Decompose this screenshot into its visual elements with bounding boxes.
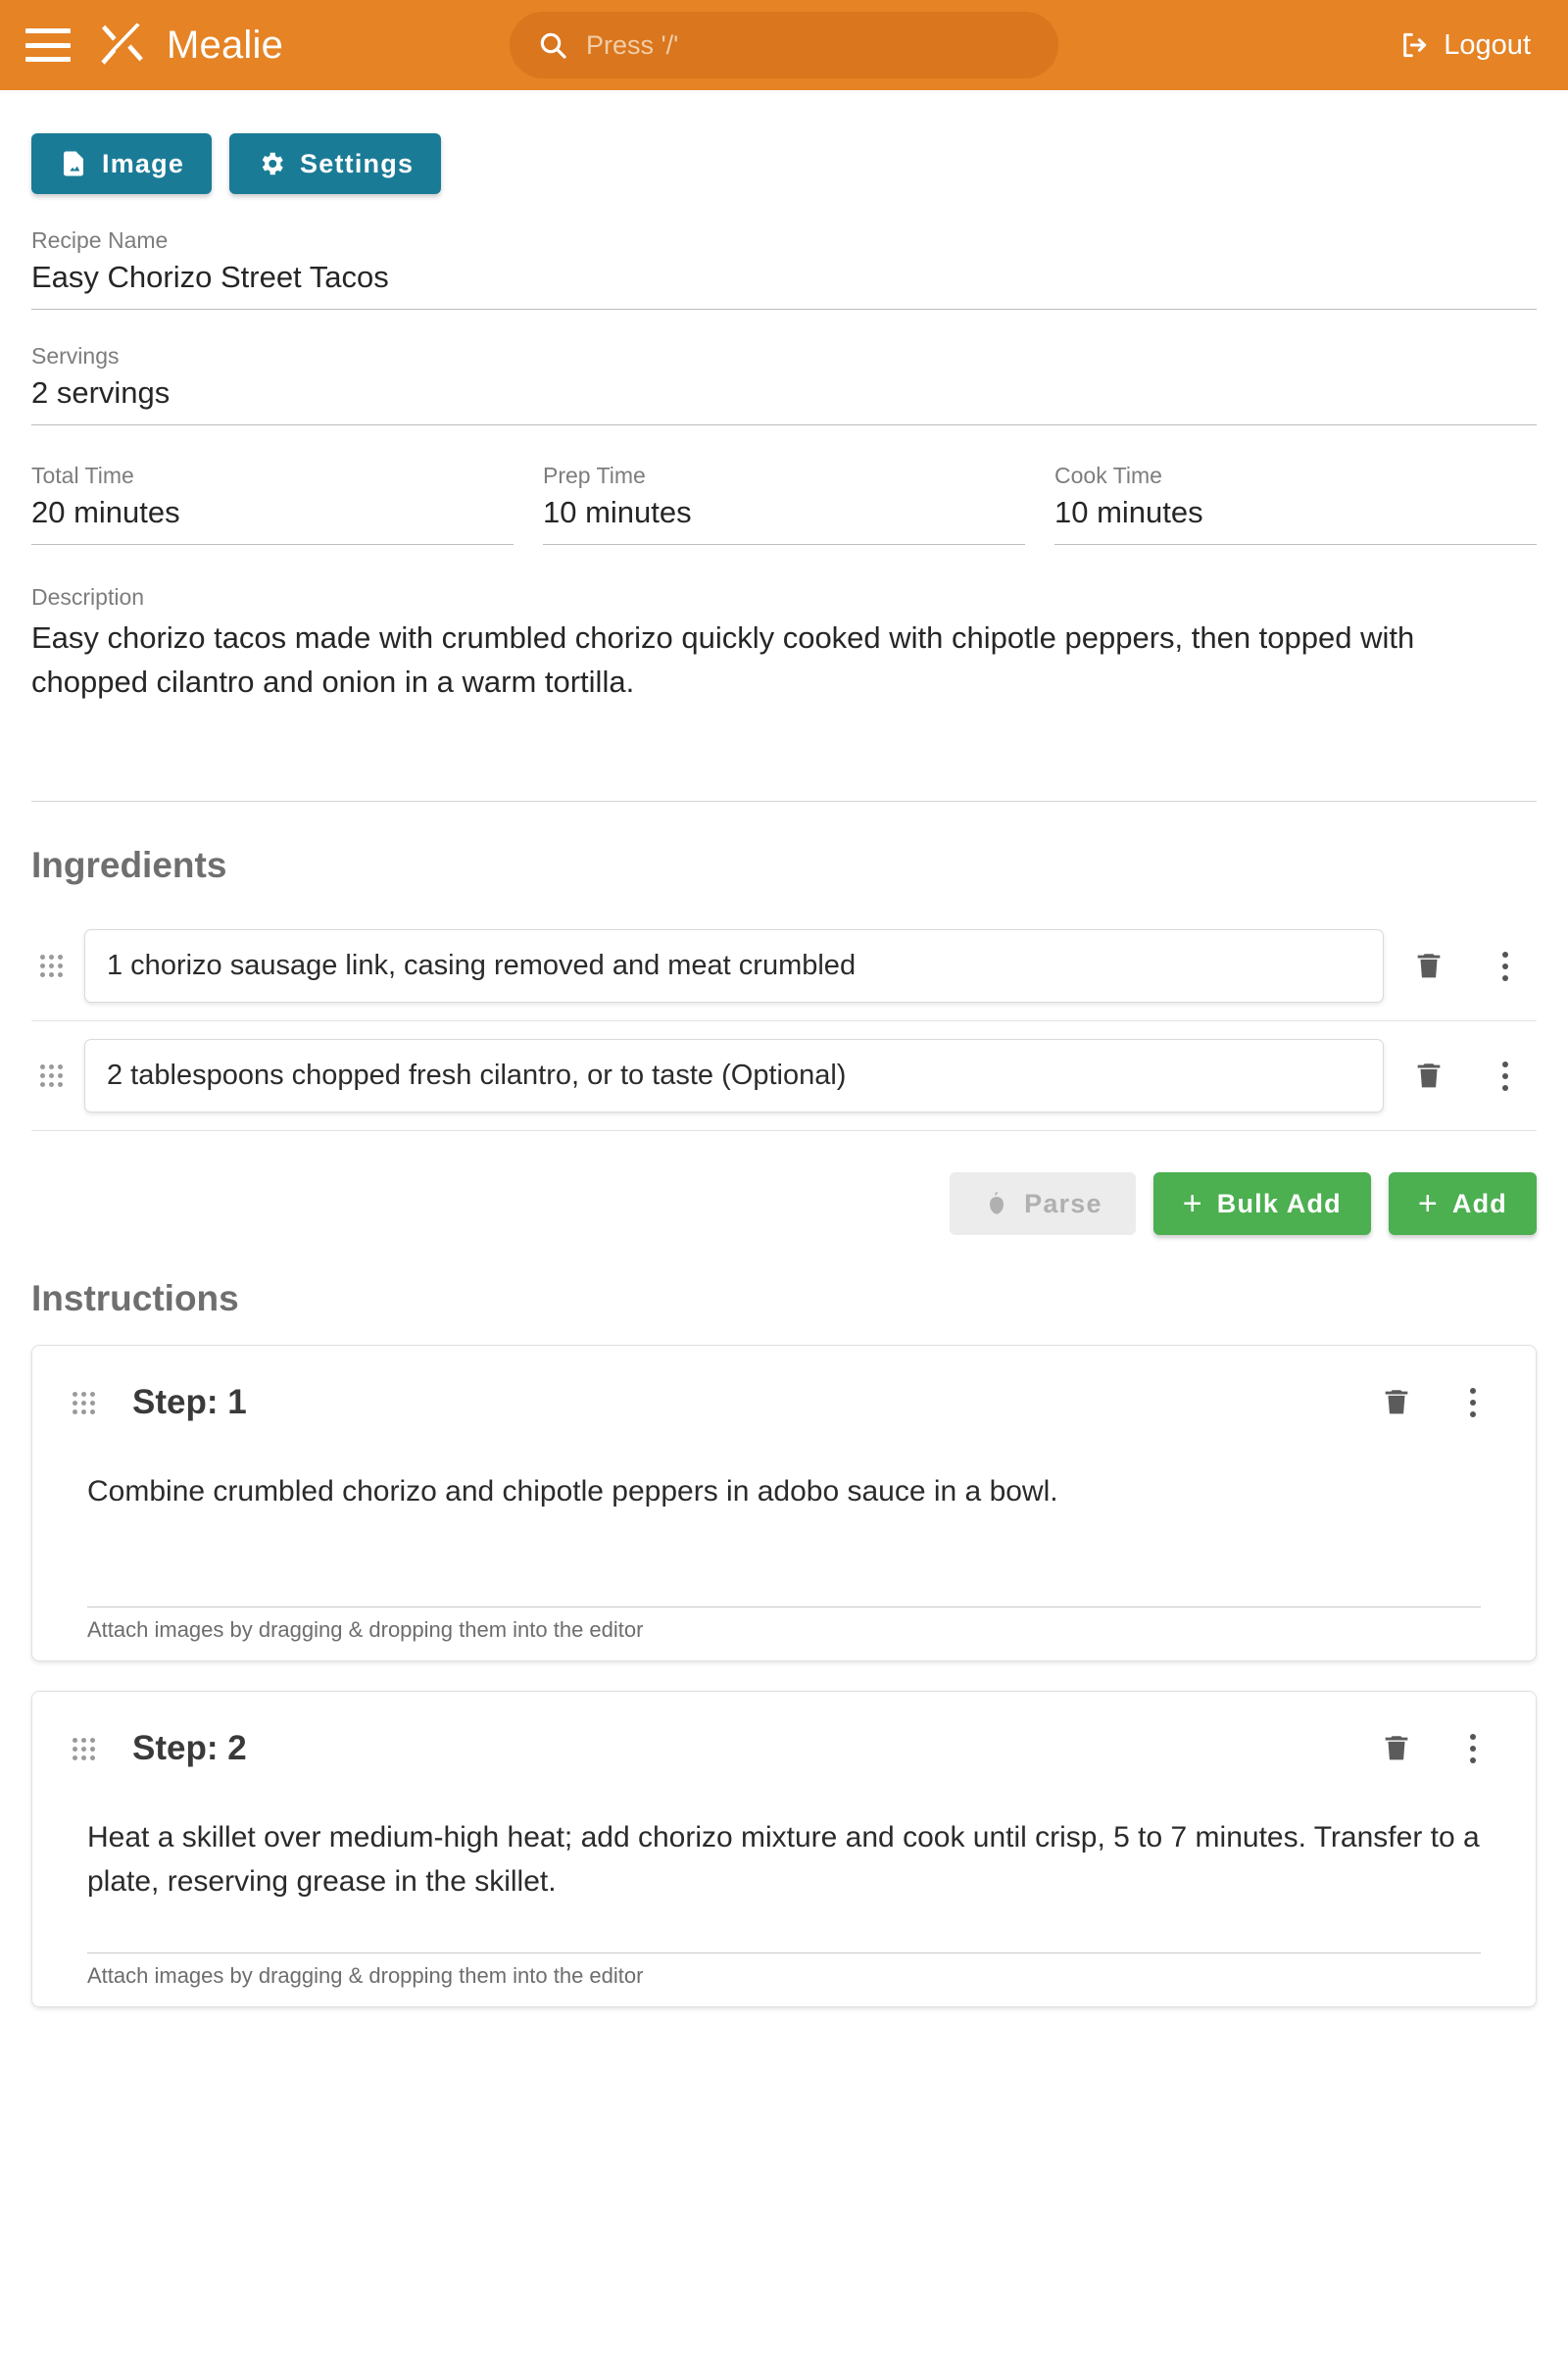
- search-input[interactable]: [510, 12, 1058, 78]
- settings-button-label: Settings: [300, 148, 415, 178]
- ingredient-actions: [31, 1172, 1537, 1235]
- brand-name: Mealie: [167, 23, 284, 67]
- cook-time-field[interactable]: [1054, 463, 1537, 545]
- step-menu-icon[interactable]: [1442, 1371, 1504, 1434]
- step-attach-hint: Attach images by dragging & dropping them into the editor: [87, 1952, 1481, 1989]
- ingredient-menu-icon[interactable]: [1474, 935, 1537, 998]
- divider: [31, 801, 1537, 802]
- total-time-input[interactable]: 20 minutes: [31, 495, 514, 545]
- recipe-name-input[interactable]: Easy Chorizo Street Tacos: [31, 260, 1537, 310]
- recipe-name-label: Recipe Name: [31, 227, 169, 253]
- instruction-step-card: [31, 1345, 1537, 1661]
- ingredient-input[interactable]: 2 tablespoons chopped fresh cilantro, or to taste (Optional): [84, 1039, 1384, 1112]
- description-field[interactable]: [31, 584, 1537, 802]
- cook-time-input[interactable]: 10 minutes: [1054, 495, 1537, 545]
- logout-button[interactable]: [1398, 29, 1543, 62]
- logout-icon: [1398, 29, 1430, 61]
- food-apple-icon: [983, 1190, 1010, 1217]
- plus-icon: +: [1182, 1185, 1203, 1222]
- editor-toolbar: [31, 90, 1537, 194]
- plus-icon: +: [1417, 1185, 1439, 1222]
- recipe-name-field[interactable]: [31, 227, 1537, 310]
- servings-label: Servings: [31, 343, 120, 369]
- description-label: Description: [31, 584, 145, 610]
- parse-label: Parse: [1024, 1188, 1102, 1218]
- image-file-icon: [59, 149, 88, 178]
- settings-button[interactable]: [229, 133, 441, 194]
- logout-label: Logout: [1444, 28, 1531, 61]
- prep-time-field[interactable]: [543, 463, 1025, 545]
- delete-icon[interactable]: [1365, 1371, 1428, 1434]
- total-time-label: Total Time: [31, 463, 134, 488]
- servings-field[interactable]: [31, 343, 1537, 425]
- drag-handle-icon[interactable]: [64, 1738, 103, 1760]
- image-button[interactable]: [31, 133, 212, 194]
- step-menu-icon[interactable]: [1442, 1717, 1504, 1780]
- image-button-label: Image: [102, 148, 185, 178]
- drag-handle-icon[interactable]: [64, 1392, 103, 1414]
- drag-handle-icon[interactable]: [31, 1064, 71, 1087]
- step-title: Step: 2: [132, 1729, 247, 1767]
- drag-handle-icon[interactable]: [31, 955, 71, 977]
- add-label: Add: [1451, 1188, 1507, 1218]
- delete-icon[interactable]: [1397, 935, 1460, 998]
- bulk-add-label: Bulk Add: [1216, 1188, 1342, 1218]
- delete-icon[interactable]: [1365, 1717, 1428, 1780]
- description-input[interactable]: Easy chorizo tacos made with crumbled chorizo quickly cooked with chipotle peppers, then topped with chopped cilantro and onion in a warm tortilla.: [31, 620, 1415, 699]
- fork-knife-logo-icon: [96, 19, 149, 72]
- parse-button[interactable]: [950, 1172, 1136, 1235]
- step-header: [64, 1717, 1504, 1780]
- step-text-input[interactable]: Combine crumbled chorizo and chipotle peppers in adobo sauce in a bowl.: [87, 1475, 1058, 1507]
- total-time-field[interactable]: [31, 463, 514, 545]
- times-row: [31, 463, 1537, 545]
- delete-icon[interactable]: [1397, 1045, 1460, 1108]
- step-title: Step: 1: [132, 1383, 247, 1421]
- hamburger-icon[interactable]: [25, 28, 71, 62]
- servings-input[interactable]: 2 servings: [31, 375, 1537, 425]
- ingredient-input[interactable]: 1 chorizo sausage link, casing removed and meat crumbled: [84, 929, 1384, 1003]
- step-attach-hint: Attach images by dragging & dropping them into the editor: [87, 1606, 1481, 1643]
- ingredient-menu-icon[interactable]: [1474, 1045, 1537, 1108]
- add-ingredient-button[interactable]: [1389, 1172, 1537, 1235]
- ingredient-row: [31, 1021, 1537, 1131]
- bulk-add-button[interactable]: [1153, 1172, 1371, 1235]
- recipe-editor: [0, 90, 1568, 2007]
- gear-icon: [257, 149, 286, 178]
- ingredient-row: [31, 912, 1537, 1021]
- prep-time-label: Prep Time: [543, 463, 646, 488]
- step-header: [64, 1371, 1504, 1434]
- search-icon: [537, 29, 568, 61]
- instructions-heading: Instructions: [31, 1278, 239, 1318]
- instruction-step-card: [31, 1691, 1537, 2007]
- ingredients-heading: Ingredients: [31, 845, 227, 885]
- cook-time-label: Cook Time: [1054, 463, 1162, 488]
- search-placeholder: Press '/': [586, 29, 679, 60]
- step-text-input[interactable]: Heat a skillet over medium-high heat; add chorizo mixture and cook until crisp, 5 to 7 minutes. Transfer to a plate, reserving grease in the skillet.: [87, 1821, 1480, 1898]
- prep-time-input[interactable]: 10 minutes: [543, 495, 1025, 545]
- app-bar: [0, 0, 1568, 90]
